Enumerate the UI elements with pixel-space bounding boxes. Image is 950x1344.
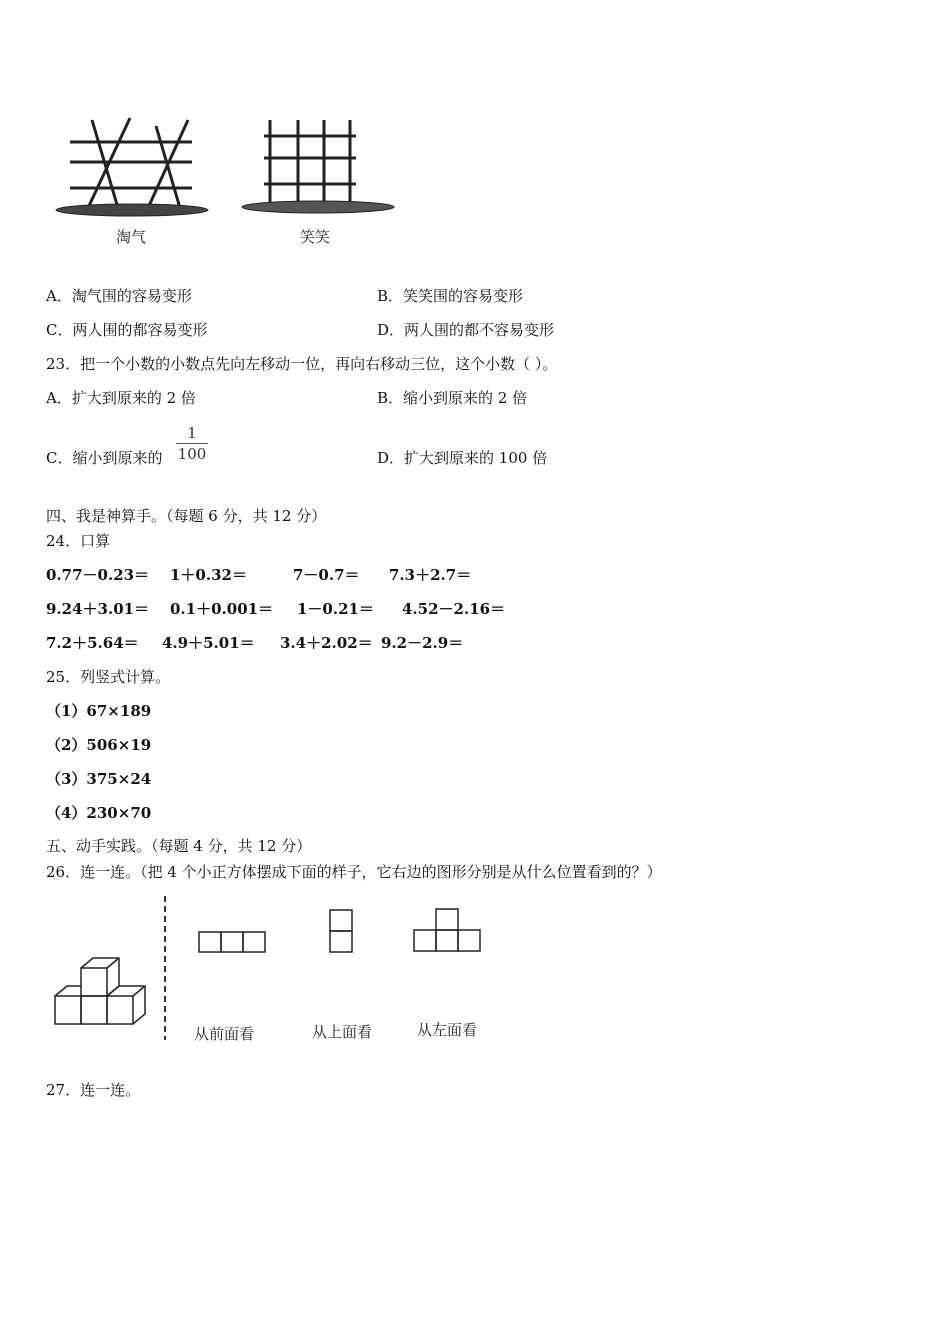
calc-item: 4.52－2.16＝ bbox=[402, 600, 506, 618]
fraction-denominator: 100 bbox=[177, 445, 207, 463]
calc-item: 1＋0.32＝ bbox=[170, 566, 247, 584]
xiaoxiao-label: 笑笑 bbox=[300, 228, 331, 246]
q25-item: （1）67×189 bbox=[46, 702, 152, 720]
fence-figure bbox=[40, 112, 410, 252]
section4-title: 四、我是神算手。（每题 6 分，共 12 分） bbox=[46, 507, 327, 525]
calc-item: 9.24＋3.01＝ bbox=[46, 600, 150, 618]
left-view-drawing bbox=[414, 909, 480, 951]
q22-option-d[interactable]: D．两人围的都不容易变形 bbox=[377, 321, 555, 339]
calc-item: 0.1＋0.001＝ bbox=[170, 600, 274, 618]
calc-item: 1－0.21＝ bbox=[297, 600, 374, 618]
taoqi-label: 淘气 bbox=[116, 228, 147, 246]
calc-item: 0.77－0.23＝ bbox=[46, 566, 150, 584]
xiaoxiao-fence-drawing bbox=[242, 120, 394, 213]
q25-item: （2）506×19 bbox=[46, 736, 152, 754]
q24-title: 24．口算 bbox=[46, 532, 111, 550]
calc-item: 4.9＋5.01＝ bbox=[162, 634, 255, 652]
top-view-drawing bbox=[330, 910, 352, 952]
calc-item: 3.4＋2.02＝ bbox=[280, 634, 373, 652]
cube-stack-drawing bbox=[55, 958, 145, 1024]
front-view-label: 从前面看 bbox=[194, 1025, 255, 1043]
section5-title: 五、动手实践。（每题 4 分，共 12 分） bbox=[46, 837, 312, 855]
calc-item: 7.3＋2.7＝ bbox=[389, 566, 472, 584]
q23-stem: 23．把一个小数的小数点先向左移动一位，再向右移动三位，这个小数（ ）。 bbox=[46, 355, 558, 373]
q23-option-a[interactable]: A．扩大到原来的 2 倍 bbox=[46, 389, 196, 407]
calc-item: 7－0.7＝ bbox=[293, 566, 360, 584]
q23-option-c[interactable]: C．缩小到原来的 bbox=[46, 449, 163, 467]
calc-item: 7.2＋5.64＝ bbox=[46, 634, 139, 652]
left-view-label: 从左面看 bbox=[417, 1021, 478, 1039]
q23-option-b[interactable]: B．缩小到原来的 2 倍 bbox=[377, 389, 528, 407]
fraction-numerator: 1 bbox=[187, 424, 197, 442]
q22-option-b[interactable]: B．笑笑围的容易变形 bbox=[377, 287, 524, 305]
q23-option-d[interactable]: D．扩大到原来的 100 倍 bbox=[377, 449, 548, 467]
q25-title: 25．列竖式计算。 bbox=[46, 668, 171, 686]
calc-item: 9.2－2.9＝ bbox=[381, 634, 464, 652]
q22-option-c[interactable]: C．两人围的都容易变形 bbox=[46, 321, 208, 339]
taoqi-fence-drawing bbox=[56, 118, 208, 216]
front-view-drawing bbox=[199, 932, 265, 952]
q27-stem: 27．连一连。 bbox=[46, 1081, 141, 1099]
q25-item: （3）375×24 bbox=[46, 770, 152, 788]
q26-stem: 26．连一连。（把 4 个小正方体摆成下面的样子，它右边的图形分别是从什么位置看到的？） bbox=[46, 863, 662, 881]
q22-option-a[interactable]: A．淘气围的容易变形 bbox=[46, 287, 192, 305]
q25-item: （4）230×70 bbox=[46, 804, 152, 822]
q23-option-c-fraction bbox=[176, 424, 208, 463]
top-view-label: 从上面看 bbox=[312, 1023, 373, 1041]
